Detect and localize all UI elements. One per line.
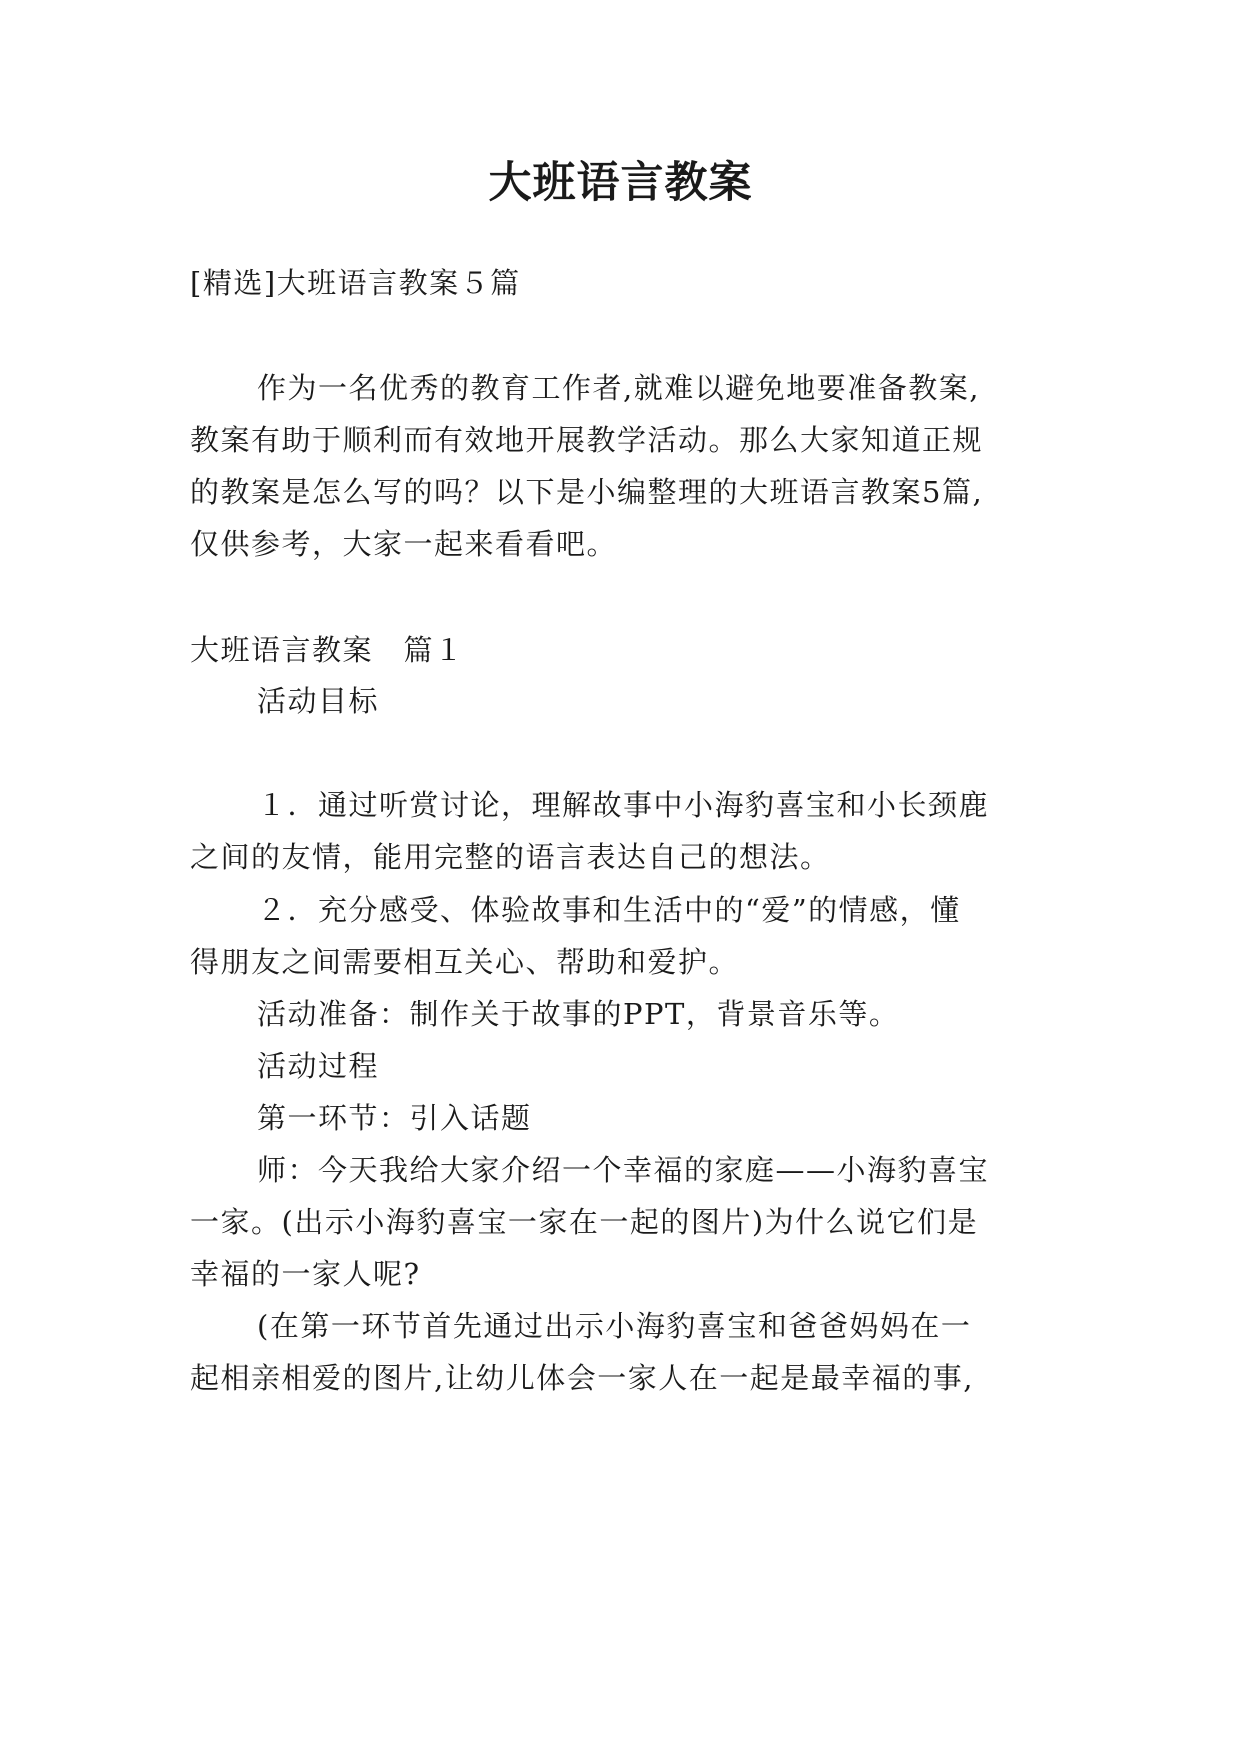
step1-heading: 第一环节：引入话题: [257, 1101, 532, 1135]
goal-2-line-1: ２．充分感受、体验故事和生活中的“爱”的情感，懂: [257, 893, 961, 927]
process-heading: 活动过程: [257, 1049, 380, 1083]
goal-heading: 活动目标: [257, 684, 380, 718]
teacher-line-3: 幸福的一家人呢?: [190, 1257, 421, 1291]
goal-1-line-1: １．通过听赏讨论，理解故事中小海豹喜宝和小长颈鹿: [257, 788, 990, 822]
section-heading: 大班语言教案 篇１: [190, 633, 465, 667]
document-title: 大班语言教案: [488, 158, 753, 208]
goal-2-line-2: 得朋友之间需要相互关心、帮助和爱护。: [190, 945, 740, 979]
intro-line-1: 作为一名优秀的教育工作者,就难以避免地要准备教案,: [257, 371, 980, 405]
intro-line-3: 的教案是怎么写的吗？以下是小编整理的大班语言教案5篇,: [190, 475, 984, 509]
note-line-2: 起相亲相爱的图片,让幼儿体会一家人在一起是最幸福的事,: [190, 1361, 974, 1395]
document-subtitle: [精选]大班语言教案５篇: [190, 266, 521, 300]
teacher-line-1: 师：今天我给大家介绍一个幸福的家庭——小海豹喜宝: [257, 1153, 990, 1187]
teacher-line-2: 一家。(出示小海豹喜宝一家在一起的图片)为什么说它们是: [190, 1205, 979, 1239]
note-line-1: (在第一环节首先通过出示小海豹喜宝和爸爸妈妈在一: [257, 1309, 972, 1343]
intro-line-4: 仅供参考，大家一起来看看吧。: [190, 527, 618, 561]
intro-line-2: 教案有助于顺利而有效地开展教学活动。那么大家知道正规: [190, 423, 984, 457]
preparation-line: 活动准备：制作关于故事的PPT，背景音乐等。: [257, 997, 900, 1031]
goal-1-line-2: 之间的友情，能用完整的语言表达自己的想法。: [190, 840, 831, 874]
